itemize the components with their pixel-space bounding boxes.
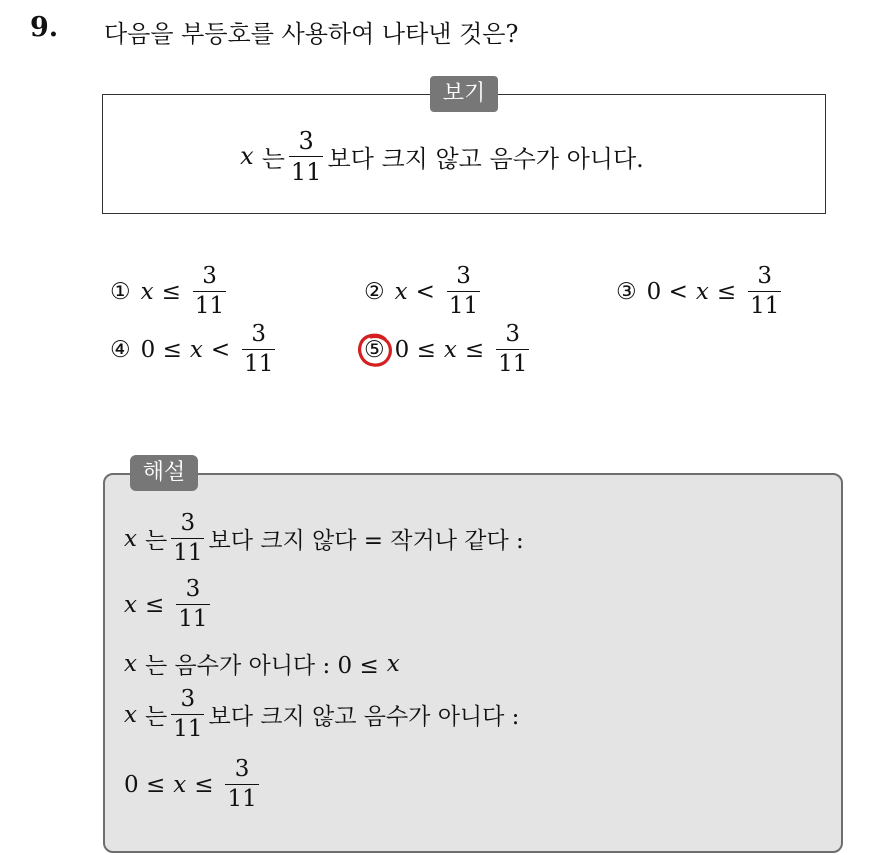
choice-fraction bbox=[193, 265, 226, 318]
sol-word: 는 bbox=[144, 704, 168, 730]
sol-fraction bbox=[225, 758, 258, 811]
sol-fraction bbox=[171, 688, 204, 741]
frac-numerator: 3 bbox=[298, 126, 314, 155]
frac-denominator: 11 bbox=[244, 351, 274, 377]
frac-denominator: 11 bbox=[290, 157, 322, 186]
solution-line-5 bbox=[124, 758, 263, 811]
choice-4[interactable] bbox=[110, 323, 279, 376]
choice-var: x bbox=[189, 336, 203, 363]
choice-number: ③ bbox=[616, 278, 637, 305]
frac-numerator: 3 bbox=[180, 510, 196, 536]
frac-denominator: 11 bbox=[173, 540, 203, 566]
choice-fraction bbox=[748, 265, 781, 318]
choice-prefix: 0 < bbox=[646, 278, 688, 305]
solution-line-4 bbox=[124, 688, 519, 741]
solution-line-3 bbox=[124, 647, 400, 680]
choice-1[interactable] bbox=[110, 265, 230, 318]
sol-var: x bbox=[386, 650, 400, 677]
choice-3[interactable] bbox=[616, 265, 785, 318]
bogi-label: 보기 bbox=[430, 76, 498, 112]
sol-text: 는 음수가 아니다 : 0 ≤ bbox=[144, 653, 379, 679]
frac-denominator: 11 bbox=[750, 293, 780, 319]
frac-denominator: 11 bbox=[498, 351, 528, 377]
choice-number: ⑤ bbox=[364, 336, 385, 363]
choice-op: ≤ bbox=[716, 278, 737, 305]
sol-op: ≤ bbox=[194, 771, 214, 798]
bogi-fraction bbox=[289, 126, 324, 186]
frac-denominator: 11 bbox=[194, 293, 225, 319]
choice-op: < bbox=[210, 336, 231, 363]
sol-fraction bbox=[171, 512, 204, 565]
frac-numerator: 3 bbox=[180, 686, 196, 712]
sol-fraction bbox=[176, 578, 209, 631]
frac-denominator: 11 bbox=[173, 716, 203, 742]
sol-word: 는 bbox=[144, 528, 168, 554]
frac-numerator: 3 bbox=[234, 756, 250, 782]
choice-number: ① bbox=[110, 278, 131, 305]
choice-number: ② bbox=[364, 278, 385, 305]
frac-numerator: 3 bbox=[185, 576, 201, 602]
frac-numerator: 3 bbox=[505, 321, 521, 347]
frac-numerator: 3 bbox=[251, 321, 267, 347]
choice-var: x bbox=[695, 278, 709, 305]
choice-fraction bbox=[447, 265, 480, 318]
frac-numerator: 3 bbox=[202, 263, 217, 289]
sol-tail: 보다 크지 않다 = 작거나 같다 : bbox=[208, 528, 524, 554]
sol-prefix: 0 ≤ bbox=[124, 771, 166, 798]
question-number: 9. bbox=[30, 12, 59, 43]
choice-op: ≤ bbox=[161, 278, 181, 305]
bogi-var: x bbox=[240, 142, 254, 170]
choice-fraction bbox=[242, 323, 275, 376]
sol-tail: 보다 크지 않고 음수가 아니다 : bbox=[208, 704, 520, 730]
solution-label: 해설 bbox=[130, 455, 198, 491]
choice-prefix: 0 ≤ bbox=[140, 336, 182, 363]
choice-prefix: 0 ≤ bbox=[394, 336, 436, 363]
choice-number: ④ bbox=[110, 336, 131, 363]
solution-line-1 bbox=[124, 512, 524, 565]
choice-var: x bbox=[140, 278, 154, 305]
frac-denominator: 11 bbox=[448, 293, 479, 319]
sol-var: x bbox=[124, 525, 137, 552]
choice-2[interactable] bbox=[364, 265, 484, 318]
frac-numerator: 3 bbox=[757, 263, 773, 289]
bogi-word: 는 bbox=[261, 144, 285, 173]
frac-denominator: 11 bbox=[178, 606, 208, 632]
choice-op: < bbox=[415, 278, 435, 305]
sol-var: x bbox=[124, 650, 137, 677]
answer-circle-mark bbox=[355, 330, 395, 370]
choice-var: x bbox=[443, 336, 457, 363]
frac-numerator: 3 bbox=[456, 263, 471, 289]
sol-var: x bbox=[124, 591, 137, 618]
bogi-statement bbox=[0, 126, 884, 186]
bogi-tail: 보다 크지 않고 음수가 아니다. bbox=[327, 144, 644, 173]
frac-denominator: 11 bbox=[227, 786, 257, 812]
sol-var: x bbox=[124, 701, 137, 728]
question-text: 다음을 부등호를 사용하여 나타낸 것은? bbox=[104, 20, 519, 48]
sol-var: x bbox=[173, 771, 187, 798]
sol-op: ≤ bbox=[144, 591, 165, 618]
solution-line-2 bbox=[124, 578, 214, 631]
choice-fraction bbox=[496, 323, 529, 376]
choice-var: x bbox=[394, 278, 408, 305]
choice-op: ≤ bbox=[464, 336, 485, 363]
